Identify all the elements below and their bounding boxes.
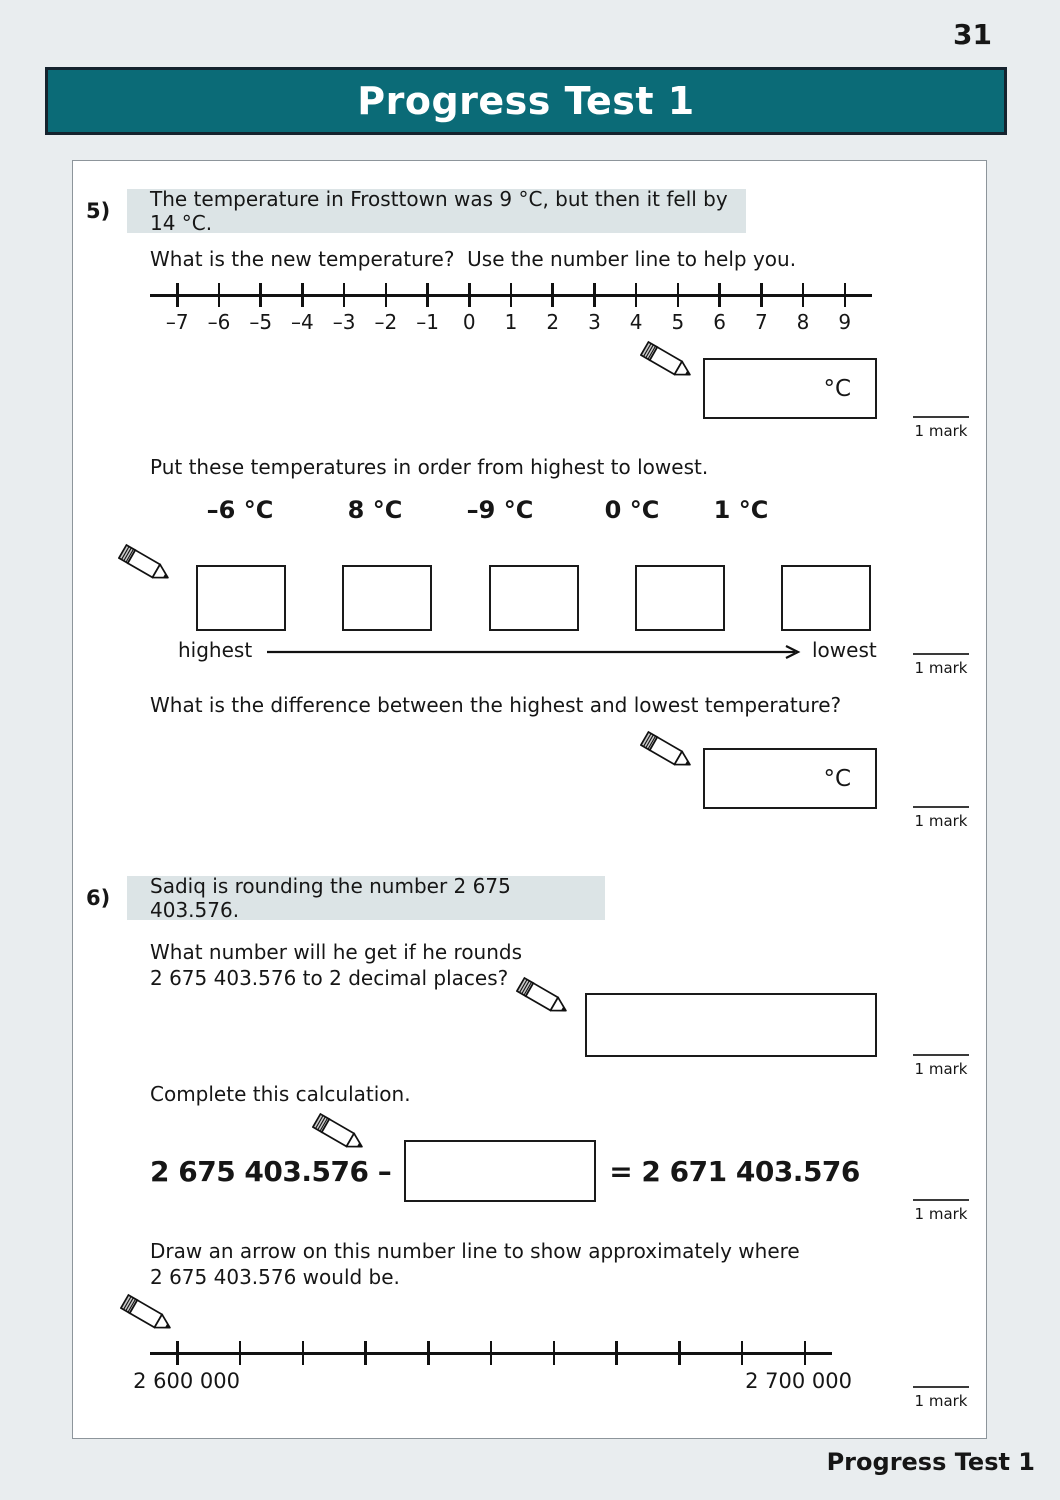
pencil-icon <box>640 340 696 384</box>
number-line-tick <box>678 1341 681 1365</box>
number-line-tick-label: –7 <box>165 310 189 334</box>
number-line-tick <box>302 1341 305 1365</box>
q6b-equation <box>150 1140 860 1202</box>
number-line-tick-label: –3 <box>332 310 356 334</box>
temperature-option: 1 °C <box>713 496 769 524</box>
q5c-prompt: What is the difference between the highest and lowest temperature? <box>150 693 842 717</box>
temperature-option: –9 °C <box>466 496 534 524</box>
q5b-marks <box>913 653 969 677</box>
q6a-prompt-line2: 2 675 403.576 to 2 decimal places? <box>150 966 509 990</box>
temperature-option: –6 °C <box>206 496 274 524</box>
q6-number-line[interactable] <box>133 1341 853 1401</box>
q5a-answer-unit: °C <box>823 375 851 402</box>
q5a-answer-box[interactable] <box>703 358 877 419</box>
number-line-tick-label: 6 <box>713 310 726 334</box>
q6b-marks <box>913 1199 969 1223</box>
highest-to-lowest-arrow <box>265 644 805 660</box>
number-line-tick <box>416 283 439 334</box>
order-answer-box[interactable] <box>342 565 432 631</box>
order-answer-box[interactable] <box>196 565 286 631</box>
order-answer-box[interactable] <box>781 565 871 631</box>
order-answer-box[interactable] <box>489 565 579 631</box>
pencil-icon <box>516 976 572 1020</box>
number-line-tick-label: 5 <box>671 310 685 334</box>
number-line-tick <box>291 283 314 334</box>
number-line-tick <box>249 283 273 334</box>
number-line-tick <box>176 1341 179 1365</box>
temperature-option: 0 °C <box>604 496 660 524</box>
number-line-tick <box>490 1341 493 1365</box>
question-6-number: 6) <box>86 886 111 910</box>
number-line-tick <box>629 283 643 334</box>
q6-line-end-label: 2 700 000 <box>745 1369 853 1393</box>
number-line-tick-label: 0 <box>462 310 476 334</box>
q5-number-line <box>150 283 872 343</box>
number-line-tick-label: –6 <box>207 310 231 334</box>
number-line-tick <box>713 283 726 334</box>
number-line-tick-label: 3 <box>588 310 601 334</box>
number-line-tick <box>332 283 356 334</box>
equation-left-text: 2 675 403.576 – <box>150 1154 392 1188</box>
q5a-prompt: What is the new temperature? Use the number line to help you. <box>150 247 797 271</box>
number-line-tick <box>427 1341 430 1365</box>
number-line-tick-label: –1 <box>416 310 439 334</box>
question-6-stem <box>127 876 605 920</box>
number-line-tick <box>615 1341 618 1365</box>
highest-label: highest <box>178 638 253 662</box>
page-footer-title: Progress Test 1 <box>826 1448 1035 1476</box>
temperature-option: 8 °C <box>347 496 403 524</box>
q6-number-line-ticks <box>150 1341 832 1365</box>
number-line-tick <box>165 283 189 334</box>
number-line-tick <box>239 1341 242 1365</box>
question-6-stem-text: Sadiq is rounding the number 2 675 403.576. <box>150 874 511 922</box>
lowest-label: lowest <box>812 638 877 662</box>
q6b-answer-box[interactable] <box>404 1140 596 1202</box>
page-title: Progress Test 1 <box>357 79 695 123</box>
page-number: 31 <box>953 18 992 51</box>
pencil-icon <box>640 730 696 774</box>
number-line-tick-label: 4 <box>629 310 643 334</box>
q5c-marks <box>913 806 969 830</box>
q5a-marks-label: 1 mark <box>914 422 968 440</box>
order-answer-box[interactable] <box>635 565 725 631</box>
number-line-tick <box>374 283 398 334</box>
q6a-marks <box>913 1054 969 1078</box>
q6c-prompt-line2: 2 675 403.576 would be. <box>150 1265 400 1289</box>
order-boxes <box>196 565 871 631</box>
q6a-marks-label: 1 mark <box>914 1060 968 1078</box>
number-line-tick-label: 2 <box>546 310 560 334</box>
number-line-tick <box>504 283 518 334</box>
q5c-answer-box[interactable] <box>703 748 877 809</box>
q5c-answer-unit: °C <box>823 765 851 792</box>
pencil-icon <box>118 543 174 587</box>
number-line-tick <box>796 283 810 334</box>
number-line-tick <box>462 283 476 334</box>
q6c-marks <box>913 1386 969 1410</box>
q5c-marks-label: 1 mark <box>914 812 968 830</box>
question-5-stem <box>127 189 746 233</box>
equation-right-text: = 2 671 403.576 <box>609 1154 860 1188</box>
q6b-prompt: Complete this calculation. <box>150 1082 411 1106</box>
number-line-tick-label: 7 <box>754 310 768 334</box>
q6c-prompt-line1: Draw an arrow on this number line to show approximately where <box>150 1239 800 1263</box>
number-line-tick-label: 1 <box>504 310 518 334</box>
q5a-marks <box>913 416 969 440</box>
number-line-tick <box>754 283 768 334</box>
number-line-tick-label: –4 <box>291 310 314 334</box>
number-line-tick-label: –2 <box>374 310 398 334</box>
number-line-tick <box>804 1341 807 1365</box>
number-line-tick <box>546 283 560 334</box>
q6-line-start-label: 2 600 000 <box>133 1369 240 1393</box>
q6a-prompt-line1: What number will he get if he rounds <box>150 940 523 964</box>
number-line-tick <box>553 1341 556 1365</box>
q6a-answer-box[interactable] <box>585 993 877 1057</box>
number-line-tick <box>207 283 231 334</box>
number-line-tick-label: 9 <box>838 310 852 334</box>
question-5-stem-text: The temperature in Frosttown was 9 °C, but then it fell by 14 °C. <box>150 187 728 235</box>
number-line-tick-label: 8 <box>796 310 810 334</box>
q5-number-line-ticks <box>150 283 872 334</box>
page-header-banner <box>45 67 1007 135</box>
q6c-marks-label: 1 mark <box>914 1392 968 1410</box>
q6b-marks-label: 1 mark <box>914 1205 968 1223</box>
pencil-icon <box>120 1293 176 1337</box>
number-line-tick <box>588 283 601 334</box>
number-line-tick <box>364 1341 367 1365</box>
number-line-tick <box>741 1341 744 1365</box>
q5b-prompt: Put these temperatures in order from highest to lowest. <box>150 455 709 479</box>
number-line-tick-label: –5 <box>249 310 273 334</box>
number-line-tick <box>671 283 685 334</box>
number-line-tick <box>838 283 852 334</box>
question-5-number: 5) <box>86 199 111 223</box>
q5b-marks-label: 1 mark <box>914 659 968 677</box>
